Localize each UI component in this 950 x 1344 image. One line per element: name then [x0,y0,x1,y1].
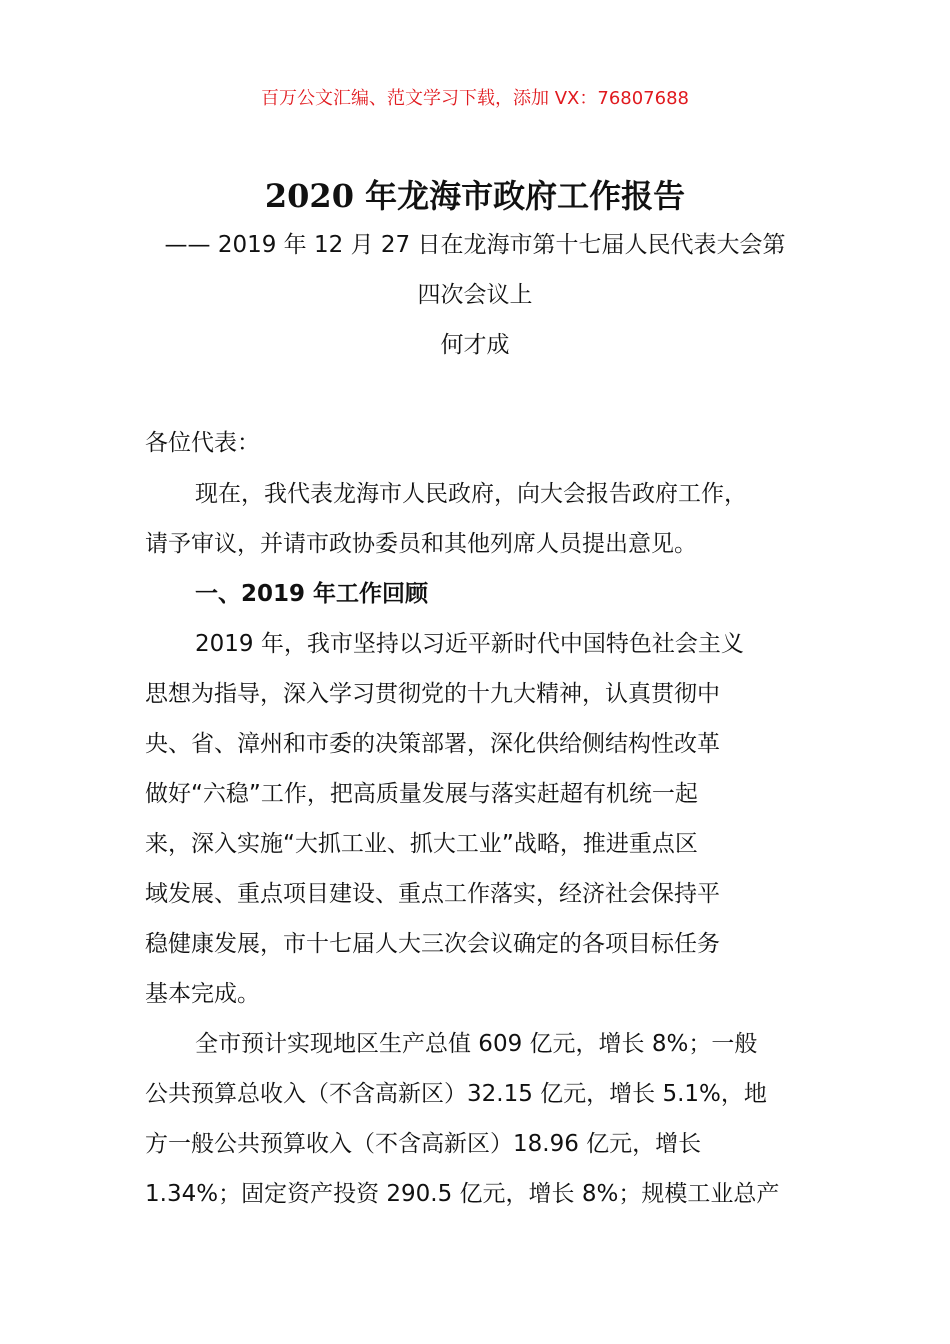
paragraph-line: 稳健康发展，市十七届人大三次会议确定的各项目标任务 [145,931,720,957]
paragraph-line: 公共预算总收入（不含高新区）32.15 亿元，增长 5.1%，地 [145,1081,767,1107]
paragraph-line: 请予审议，并请市政协委员和其他列席人员提出意见。 [145,531,697,557]
paragraph-line: 全市预计实现地区生产总值 609 亿元，增长 8%；一般 [195,1031,758,1057]
document-title: 2020 年龙海市政府工作报告 [264,177,686,215]
author: 何才成 [440,332,510,358]
paragraph-line: 域发展、重点项目建设、重点工作落实，经济社会保持平 [145,881,720,907]
paragraph-line: 方一般公共预算收入（不含高新区）18.96 亿元，增长 [145,1131,702,1157]
paragraph-line: 现在，我代表龙海市人民政府，向大会报告政府工作， [195,481,747,507]
watermark-text: 百万公文汇编、范文学习下载，添加 VX：76807688 [261,88,689,109]
paragraph-line: 基本完成。 [145,981,260,1007]
paragraph-line: 央、省、漳州和市委的决策部署，深化供给侧结构性改革 [145,731,720,757]
section-heading: 一、2019 年工作回顾 [195,581,429,607]
paragraph-line: 来，深入实施“大抓工业、抓大工业”战略，推进重点区 [145,831,698,857]
subtitle-line-2: 四次会议上 [417,282,533,308]
salutation: 各位代表： [145,430,260,456]
paragraph-line: 2019 年，我市坚持以习近平新时代中国特色社会主义 [195,631,744,657]
paragraph-line: 做好“六稳”工作，把高质量发展与落实赶超有机统一起 [145,781,698,807]
paragraph-line: 1.34%；固定资产投资 290.5 亿元，增长 8%；规模工业总产 [145,1181,780,1207]
paragraph-line: 思想为指导，深入学习贯彻党的十九大精神，认真贯彻中 [145,681,720,707]
subtitle-line-1: —— 2019 年 12 月 27 日在龙海市第十七届人民代表大会第 [164,232,786,258]
